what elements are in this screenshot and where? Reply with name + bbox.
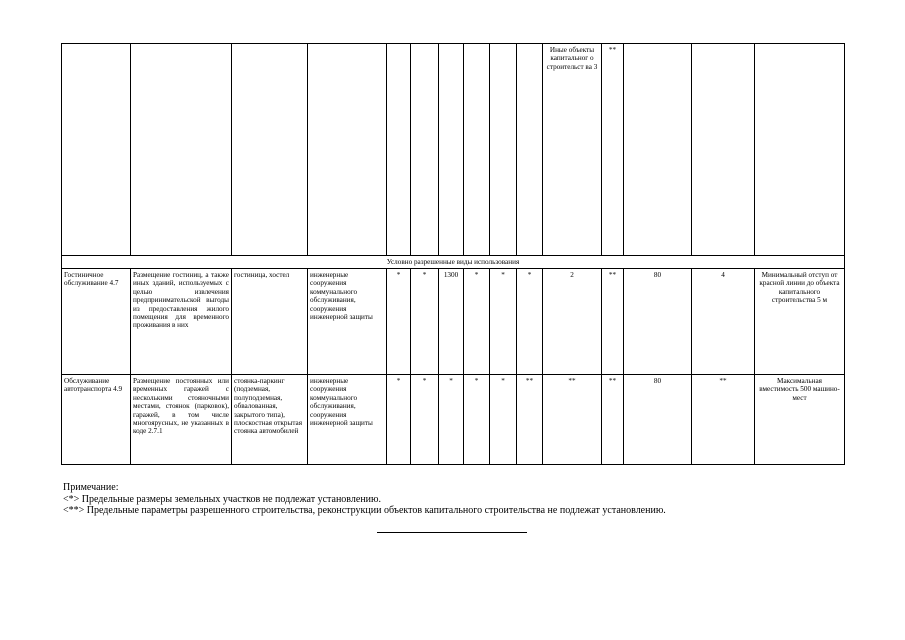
table-row — [62, 256, 845, 269]
note-1: <*> Предельные размеры земельных участков не подлежат установлению. — [63, 493, 381, 505]
param-cell: * — [439, 375, 464, 465]
floors-cell: ** — [543, 375, 602, 465]
use-name-cell: Гостиничное обслуживание 4.7 — [62, 269, 131, 375]
auxiliary-uses-cell: инженерные сооружения коммунального обслуживания, сооружения инженерной защиты — [308, 375, 387, 465]
param-cell: * — [517, 269, 543, 375]
extra-conditions-cell: Максимальная вместимость 500 машино-мест — [755, 375, 845, 465]
param-cell: * — [490, 375, 517, 465]
height-limit-cell: ** — [602, 375, 624, 465]
divider — [377, 532, 527, 533]
regulations-table — [61, 43, 845, 465]
table-row — [62, 44, 845, 256]
use-name-cell: Обслуживание автотранспорта 4.9 — [62, 375, 131, 465]
other-objects-cell: Иные объекты капитальног о строительст ва 3 — [543, 44, 602, 256]
extra-conditions-cell: Минимальный отступ от красной линии до объекта капитального строительства 5 м — [755, 269, 845, 375]
param-cell: 1300 — [439, 269, 464, 375]
param-cell: * — [411, 269, 439, 375]
indent-cell: 4 — [692, 269, 755, 375]
param-cell: * — [464, 269, 490, 375]
main-uses-cell: гостиница, хостел — [232, 269, 308, 375]
height-limit-cell: ** — [602, 269, 624, 375]
notes — [63, 482, 863, 517]
table-row — [62, 375, 845, 465]
note-2: <**> Предельные параметры разрешенного строительства, реконструкции объектов капитального строительства не подлежат установлению. — [63, 505, 666, 517]
coverage-cell: 80 — [624, 269, 692, 375]
use-description-cell: Размещение постоянных или временных гаражей с несколькими стояночными местами, стоянок (парковок), гаражей, в том числе многоярусных, не указанных в коде 2.7.1 — [131, 375, 232, 465]
param-cell: ** — [517, 375, 543, 465]
table-row — [62, 269, 845, 375]
notes-title: Примечание: — [63, 482, 119, 493]
main-uses-cell: стоянка-паркинг (подземная, полуподземная, обвалованная, закрытого типа), плоскостная открытая стоянка автомобилей — [232, 375, 308, 465]
indent-cell: ** — [692, 375, 755, 465]
section-header: Условно разрешенные виды использования — [62, 256, 845, 269]
param-cell: * — [464, 375, 490, 465]
use-description-cell: Размещение гостиниц, а также иных зданий, используемых с целью извлечения предпринимательской выгоды из предоставления жилого помещения для временного проживания в них — [131, 269, 232, 375]
param-cell: * — [387, 375, 411, 465]
param-cell: * — [411, 375, 439, 465]
param-cell: * — [490, 269, 517, 375]
floors-cell: 2 — [543, 269, 602, 375]
param-cell: * — [387, 269, 411, 375]
coverage-cell: 80 — [624, 375, 692, 465]
height-limit-cell: ** — [602, 44, 624, 256]
auxiliary-uses-cell: инженерные сооружения коммунального обслуживания, сооружения инженерной защиты — [308, 269, 387, 375]
